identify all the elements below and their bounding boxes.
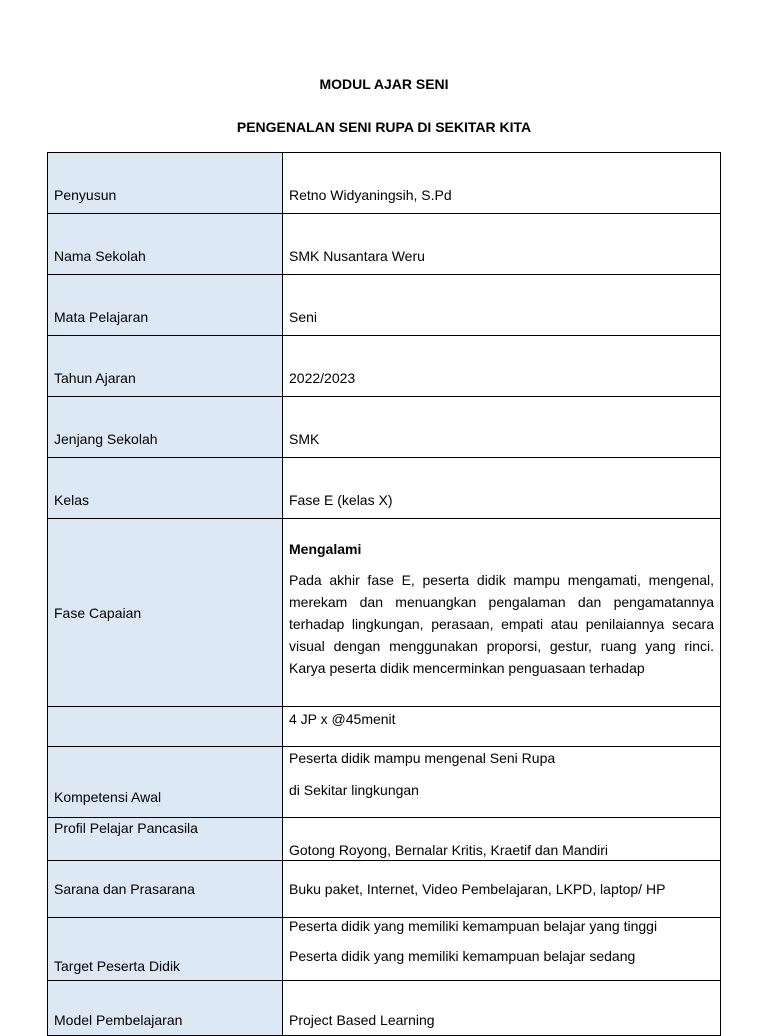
label-sarana-prasarana: Sarana dan Prasarana (48, 861, 283, 918)
label-profil-pelajar: Profil Pelajar Pancasila (48, 818, 283, 861)
label-model-pembelajaran: Model Pembelajaran (48, 981, 283, 1036)
value-mata-pelajaran: Seni (283, 275, 721, 336)
module-info-table (47, 152, 721, 1036)
value-profil-pelajar: Gotong Royong, Bernalar Kritis, Kraetif dan Mandiri (283, 818, 721, 861)
value-sarana-prasarana: Buku paket, Internet, Video Pembelajaran, LKPD, laptop/ HP (283, 861, 721, 918)
value-alokasi-waktu: 4 JP x @45menit (283, 707, 721, 747)
label-kelas: Kelas (48, 458, 283, 519)
target-line-1: Peserta didik yang memiliki kemampuan belajar yang tinggi (289, 918, 658, 934)
label-penyusun: Penyusun (48, 153, 283, 214)
table-row (48, 981, 721, 1036)
table-row (48, 397, 721, 458)
table-row (48, 336, 721, 397)
table-row (48, 214, 721, 275)
target-line-2: Peserta didik yang memiliki kemampuan belajar sedang (289, 948, 636, 964)
label-target-peserta: Target Peserta Didik (48, 918, 283, 981)
label-fase-capaian: Fase Capaian (48, 519, 283, 707)
value-jenjang-sekolah: SMK (283, 397, 721, 458)
table-row (48, 861, 721, 918)
value-model-pembelajaran: Project Based Learning (283, 981, 721, 1036)
table-row (48, 153, 721, 214)
value-penyusun: Retno Widyaningsih, S.Pd (283, 153, 721, 214)
table-row (48, 747, 721, 818)
value-fase-capaian (283, 519, 721, 707)
table-row (48, 918, 721, 981)
value-nama-sekolah: SMK Nusantara Weru (283, 214, 721, 275)
kompetensi-line-1: Peserta didik mampu mengenal Seni Rupa (289, 750, 556, 766)
document-title: MODUL AJAR SENI (319, 76, 449, 92)
table-row (48, 818, 721, 861)
value-target-peserta (283, 918, 721, 981)
label-nama-sekolah: Nama Sekolah (48, 214, 283, 275)
label-kompetensi-awal: Kompetensi Awal (48, 747, 283, 818)
value-tahun-ajaran: 2022/2023 (283, 336, 721, 397)
fase-heading: Mengalami (289, 541, 362, 557)
label-mata-pelajaran: Mata Pelajaran (48, 275, 283, 336)
label-jenjang-sekolah: Jenjang Sekolah (48, 397, 283, 458)
table-row (48, 519, 721, 707)
table-row (48, 458, 721, 519)
label-tahun-ajaran: Tahun Ajaran (48, 336, 283, 397)
fase-text: Pada akhir fase E, peserta didik mampu mengamati, mengenal, merekam dan menuangkan pengalaman dan pengamatannya terhadap lingkungan, perasaan, empati atau penilaiannya secara visual dengan menggunakan proporsi, gestur, ruang yang rinci. Karya peserta didik mencerminkan penguasaan terhadap (289, 572, 714, 676)
table-row (48, 707, 721, 747)
table-row (48, 275, 721, 336)
label-alokasi-waktu (48, 707, 283, 747)
kompetensi-line-2: di Sekitar lingkungan (289, 782, 419, 798)
value-kompetensi-awal (283, 747, 721, 818)
value-kelas: Fase E (kelas X) (283, 458, 721, 519)
document-subtitle: PENGENALAN SENI RUPA DI SEKITAR KITA (236, 119, 532, 135)
